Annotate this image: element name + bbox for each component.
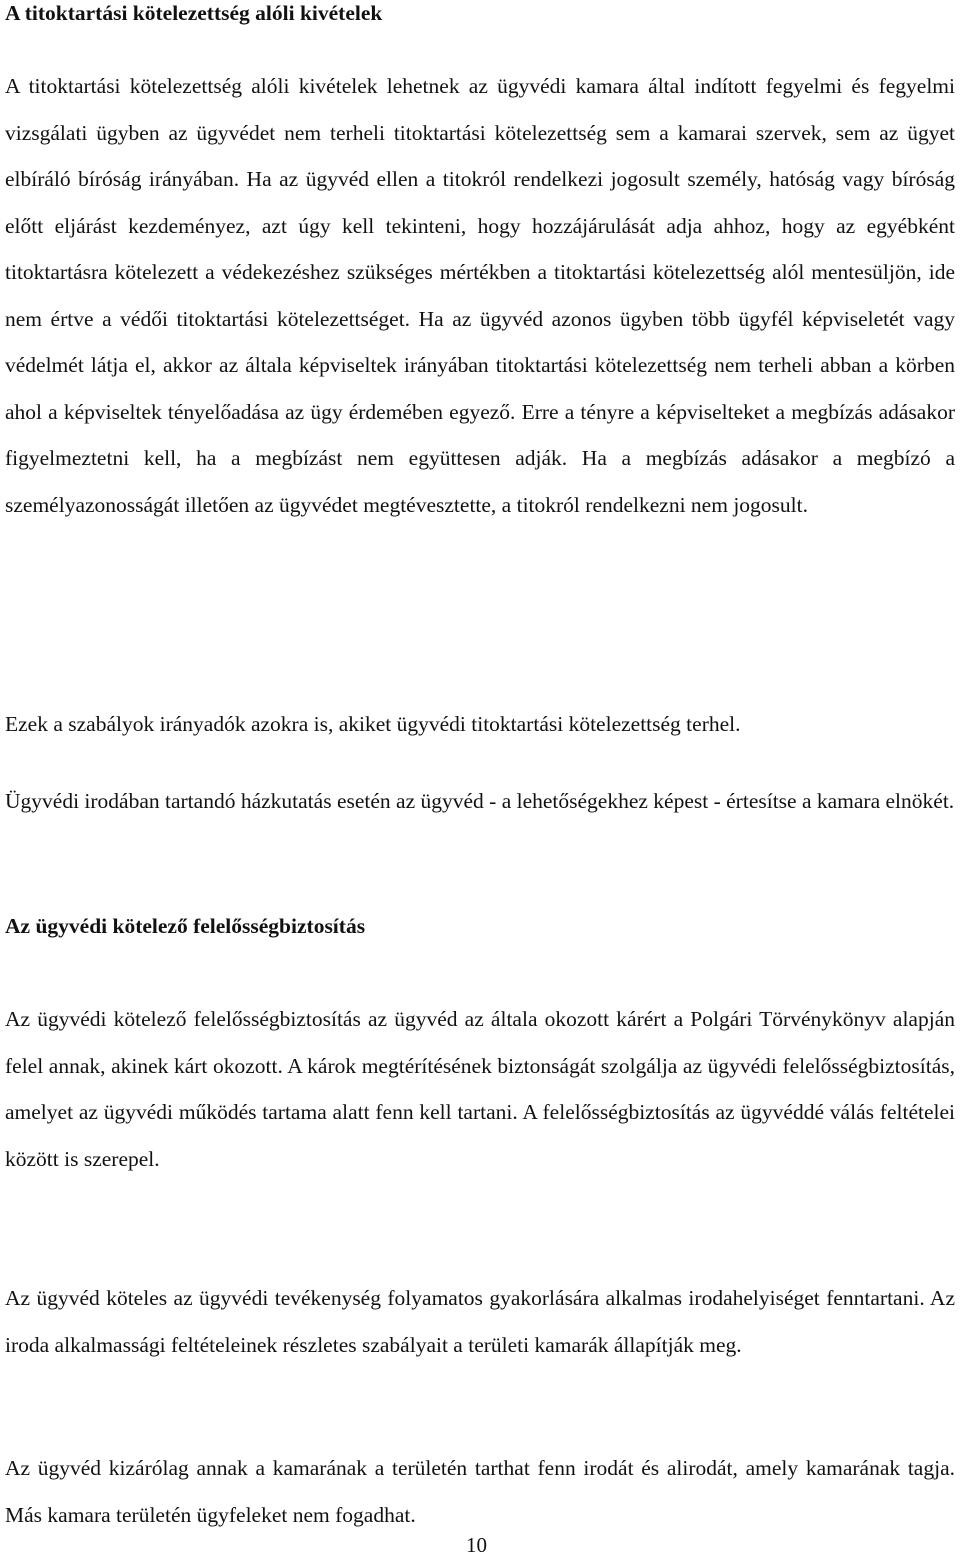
paragraph-text: Az ügyvéd kizárólag annak a kamarának a területén tarthat fenn irodát és alirodát, amely kamarának tagja. Más kamara területén ügyfeleket nem fogadhat. [5,1456,955,1527]
paragraph-text: Ezek a szabályok irányadók azokra is, akiket ügyvédi titoktartási kötelezettség terhel. [5,712,741,736]
paragraph-text: A titoktartási kötelezettség alóli kivételek lehetnek az ügyvédi kamara által indított fegyelmi és fegyelmi vizsgálati ügyben az ügyvédet nem terheli titoktartási kötelezettség sem a kamarai szervek, sem az ügyet elbíráló bíróság irányában. Ha az ügyvéd ellen a titokról rendelkezi jogosult személy, hatóság vagy bíróság előtt eljárást kezdeményez, azt úgy kell tekinteni, hogy hozzájárulását adja ahhoz, hogy az egyébként titoktartásra kötelezett a védekezéshez szükséges mértékben a titoktartási kötelezettség alól mentesüljön, ide nem értve a védői titoktartási kötelezettséget. Ha az ügyvéd azonos ügyben több ügyfél képviseletét vagy védelmét látja el, akkor az általa képviseltek irányában titoktartási kötelezettség nem terheli abban a körben ahol a képviseltek tényelőadása az ügy érdemében egyező. Erre a tényre a képviselteket a megbízás adásakor figyelmeztetni kell, ha a megbízást nem együttesen adják. Ha a megbízás adásakor a megbízó a személyazonosságát illetően az ügyvédet megtévesztette, a titokról rendelkezni nem jogosult. [5,74,955,517]
paragraph-exceptions [5,63,955,528]
paragraph-rules-apply [5,701,955,748]
paragraph-house-search [5,778,955,825]
section-heading-liability-insurance: Az ügyvédi kötelező felelősségbiztosítás [5,914,366,938]
paragraph-text: Az ügyvédi kötelező felelősségbiztosítás az ügyvéd az általa okozott kárért a Polgári Törvénykönyv alapján felel annak, akinek kárt okozott. A károk megtérítésének biztonságát szolgálja az ügyvédi felelősségbiztosítás, amelyet az ügyvédi működés tartama alatt fenn kell tartani. A felelősségbiztosítás az ügyvéddé válás feltételei között is szerepel. [5,1007,955,1171]
page-number: 10 [466,1533,487,1557]
paragraph-liability-insurance [5,996,955,1182]
paragraph-text: Az ügyvéd köteles az ügyvédi tevékenység folyamatos gyakorlására alkalmas irodahelyiséget fenntartani. Az iroda alkalmassági feltételeinek részletes szabályait a területi kamarák állapítják meg. [5,1286,955,1357]
paragraph-text: Ügyvédi irodában tartandó házkutatás esetén az ügyvéd - a lehetőségekhez képest - értesítse a kamara elnökét. [5,789,955,813]
section-heading-confidentiality-exceptions: A titoktartási kötelezettség alóli kivételek [5,1,383,25]
paragraph-office-premises [5,1275,955,1368]
paragraph-chamber-area [5,1445,955,1538]
